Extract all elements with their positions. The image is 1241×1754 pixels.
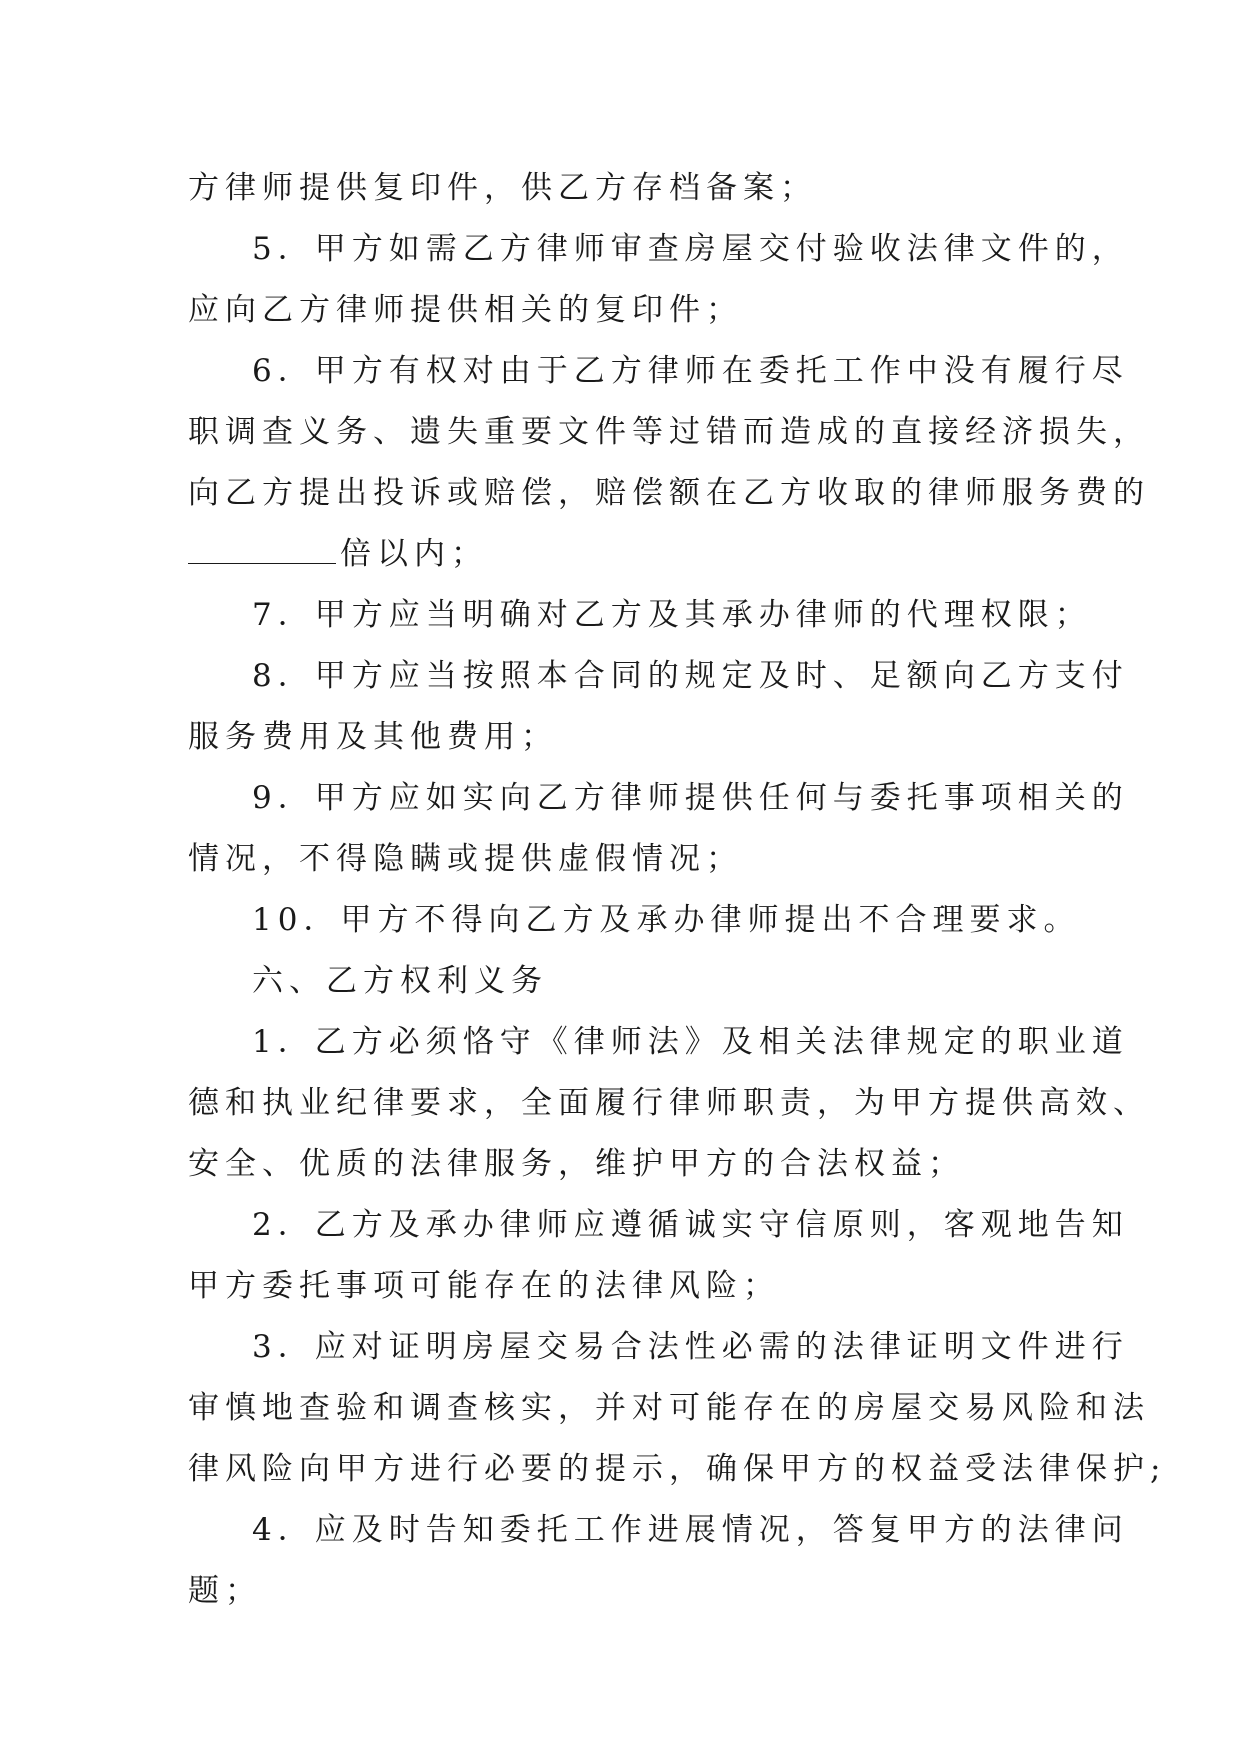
text-line: 审慎地查验和调查核实，并对可能存在的房屋交易风险和法 [188,1390,1150,1426]
text-line: 职调查义务、遗失重要文件等过错而造成的直接经济损失， [188,414,1150,450]
text-line: 10．甲方不得向乙方及承办律师提出不合理要求。 [252,902,1081,938]
text-line: 8．甲方应当按照本合同的规定及时、足额向乙方支付 [252,658,1129,694]
text-line: 6．甲方有权对由于乙方律师在委托工作中没有履行尽 [252,353,1129,389]
text-line: 1．乙方必须恪守《律师法》及相关法律规定的职业道 [252,1024,1129,1060]
text-line: 4．应及时告知委托工作进展情况，答复甲方的法律问 [252,1512,1129,1548]
fill-in-blank [188,532,336,564]
section-heading: 六、乙方权利义务 [252,963,548,999]
text-line: 题； [188,1573,262,1609]
text-line: 应向乙方律师提供相关的复印件； [188,292,743,328]
text-line: 9．甲方应如实向乙方律师提供任何与委托事项相关的 [252,780,1129,816]
text-line-tail: 倍以内； [340,536,488,572]
text-line-with-blank [188,524,1068,585]
text-line: 3．应对证明房屋交易合法性必需的法律证明文件进行 [252,1329,1129,1365]
text-line: 德和执业纪律要求，全面履行律师职责，为甲方提供高效、 [188,1085,1150,1121]
text-line: 情况，不得隐瞒或提供虚假情况； [188,841,743,877]
text-line: 7．甲方应当明确对乙方及其承办律师的代理权限； [252,597,1092,633]
text-line: 方律师提供复印件，供乙方存档备案； [188,170,817,206]
text-line: 5．甲方如需乙方律师审查房屋交付验收法律文件的， [252,231,1129,267]
text-line: 律风险向甲方进行必要的提示，确保甲方的权益受法律保护; [188,1451,1167,1487]
text-line: 甲方委托事项可能存在的法律风险； [188,1268,780,1304]
text-line: 服务费用及其他费用； [188,719,558,755]
text-line: 向乙方提出投诉或赔偿，赔偿额在乙方收取的律师服务费的 [188,475,1150,511]
text-line: 2．乙方及承办律师应遵循诚实守信原则，客观地告知 [252,1207,1129,1243]
text-line: 安全、优质的法律服务，维护甲方的合法权益； [188,1146,965,1182]
document-body [188,158,1167,1622]
